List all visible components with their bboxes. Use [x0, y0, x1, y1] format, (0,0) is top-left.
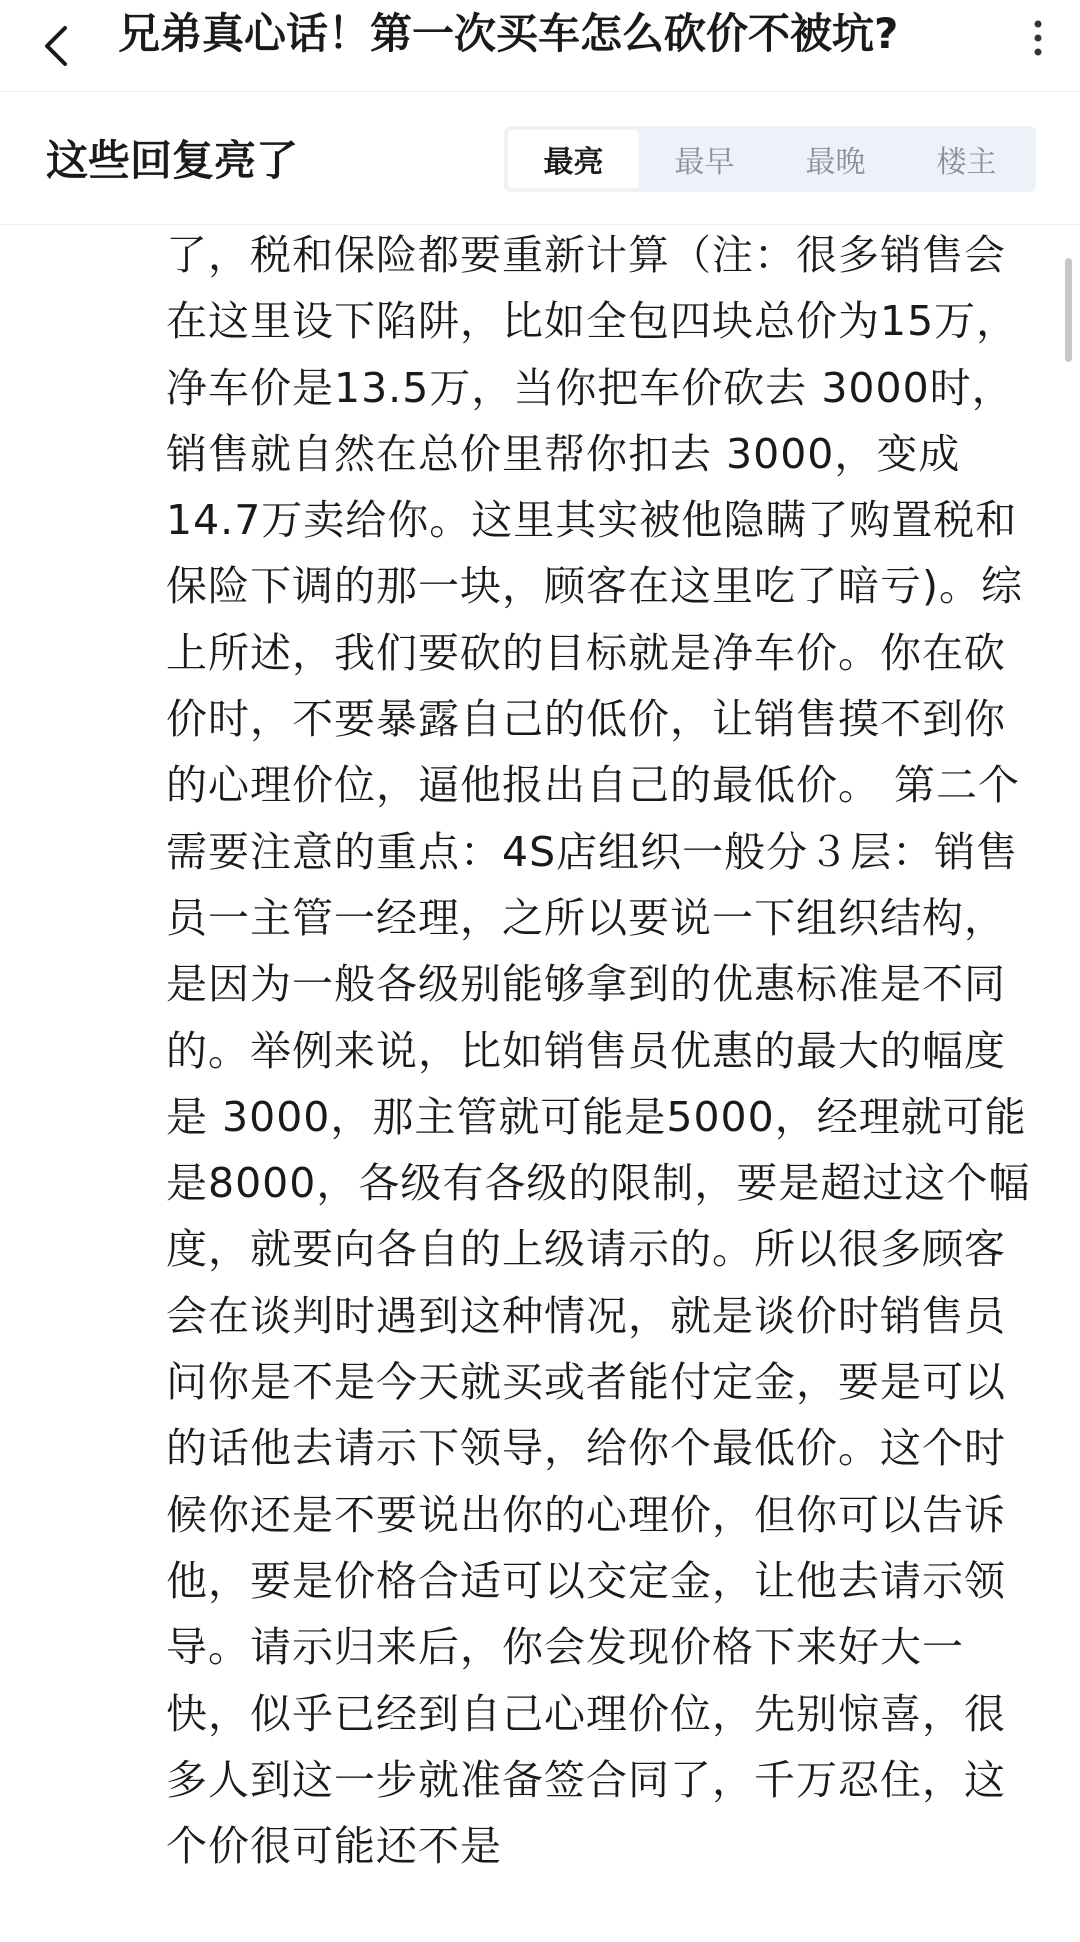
page-title: 兄弟真心话！第一次买车怎么砍价不被坑? [118, 9, 899, 58]
scrollbar[interactable] [1065, 258, 1072, 362]
tab-brightest[interactable]: 最亮 [508, 130, 639, 188]
tab-op-only[interactable]: 楼主 [936, 145, 997, 180]
reply-body-text: 了，税和保险都要重新计算（注：很多销售会在这里设下陷阱，比如全包四块总价为15万，净车价是13.5万，当你把车价砍去 3000时，销售就自然在总价里帮你扣去 3000，变成14.7万卖给你。这里其实被他隐瞒了购置税和保险下调的那一块，顾客在这里吃了暗亏)。综上所述，我们要砍的目标就是净车价。你在砍价时，不要暴露自己的低价，让销售摸不到你的心理价位，逼他报出自己的最低价。 第二个需要注意的重点：4S店组织一般分３层：销售员一主管一经理，之所以要说一下组织结构，是因为一般各级别能够拿到的优惠标准是不同的。举例来说，比如销售员优惠的最大的幅度是 3000，那主管就可能是5000，经理就可能是8000，各级有各级的限制，要是超过这个幅度，就要向各自的上级请示的。所以很多顾客会在谈判时遇到这种情况，就是谈价时销售员问你是不是今天就买或者能付定金，要是可以的话他去请示下领导，给你个最低价。这个时候你还是不要说出你的心理价，但你可以告诉他，要是价格合适可以交定金，让他去请示领导。请示归来后，你会发现价格下来好大一快，似乎已经到自己心理价位，先别惊喜，很多人到这一步就准备签合同了，千万忍住，这个价很可能还不是 [166, 231, 1031, 1871]
more-options-button[interactable] [1014, 10, 1062, 66]
tab-latest[interactable]: 最晚 [805, 145, 866, 180]
sort-tabs [504, 126, 1036, 192]
chevron-left-icon [41, 24, 71, 68]
tab-earliest[interactable]: 最早 [674, 145, 735, 180]
top-bar [0, 0, 1080, 92]
back-button[interactable] [28, 18, 84, 74]
replies-header [0, 92, 1080, 225]
section-title: 这些回复亮了 [46, 136, 299, 185]
vertical-dots-icon [1033, 18, 1043, 58]
